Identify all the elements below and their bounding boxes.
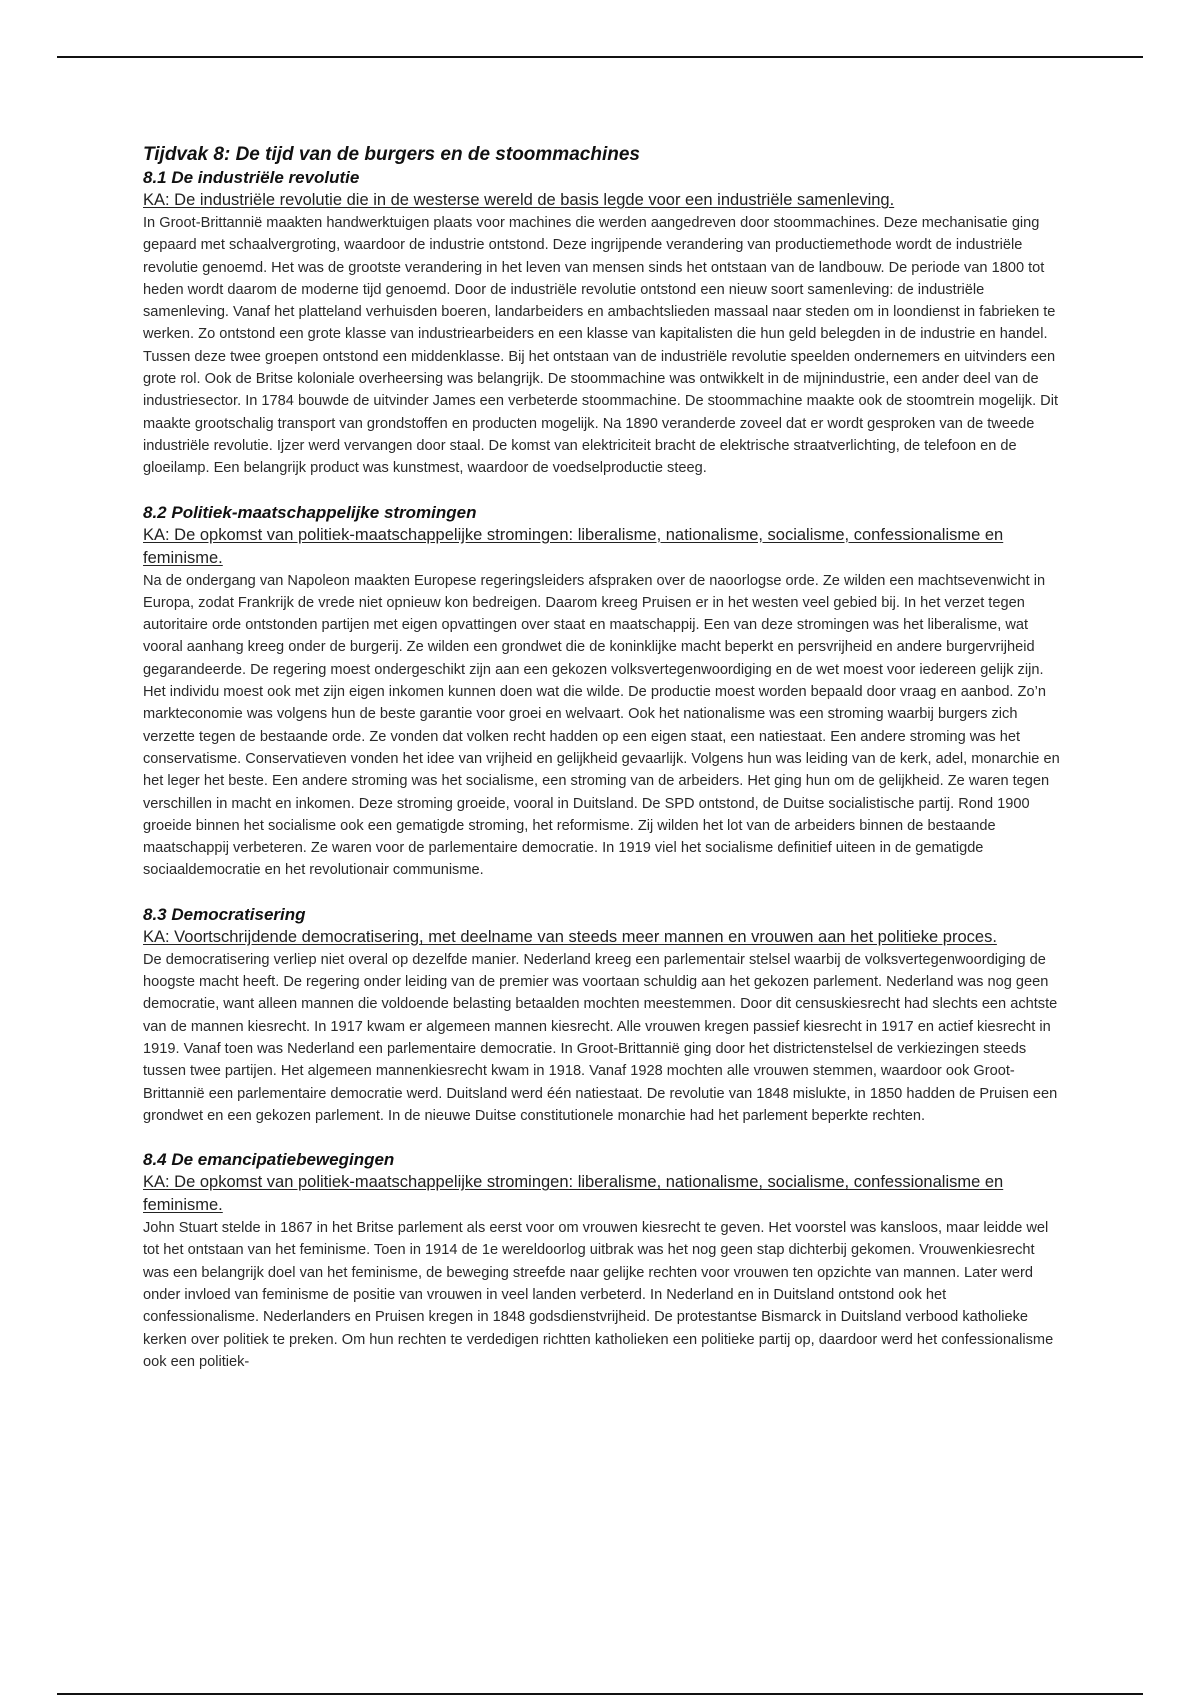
section-body: De democratisering verliep niet overal op dezelfde manier. Nederland kreeg een parlementair stelsel waarbij de volksvertegenwoordiging de hoogste macht heeft. De regering onder leiding van de premier was voortaan schuldig aan het gekozen parlement. Nederland was nog geen democratie, want alleen mannen die voldoende belasting betaalden mochten meestemmen. Door dit censuskiesrecht had slechts een achtste van de mannen kiesrecht. In 1917 kwam er algemeen mannen kiesrecht. Alle vrouwen kregen passief kiesrecht in 1917 en actief kiesrecht in 1919. Vanaf toen was Nederland een parlementaire democratie. In Groot-Brittannië ging door het districtenstelsel de verkiezingen steeds tussen twee partijen. Het algemeen mannenkiesrecht kwam in 1918. Vanaf 1928 mochten alle vrouwen stemmen, waardoor ook Groot-Brittannië een parlementaire democratie werd. Duitsland werd één natiestaat. De revolutie van 1848 mislukte, in 1850 hadden de Pruisen een grondwet en een gekozen parlement. In de nieuwe Duitse constitutionele monarchie had het parlement beperkte rechten.	[143, 951, 1058, 1124]
section-heading: 8.3 Democratisering	[143, 904, 306, 924]
key-aspect: KA: De opkomst van politiek-maatschappelijke stromingen: liberalisme, nationalisme, socialisme, confessionalisme en feminisme.	[143, 525, 1004, 567]
key-aspect: KA: De opkomst van politiek-maatschappelijke stromingen: liberalisme, nationalisme, socialisme, confessionalisme en feminisme.	[143, 1173, 1004, 1215]
section-heading: 8.4 De emancipatiebewegingen	[143, 1150, 395, 1170]
page-top-rule	[57, 56, 1143, 58]
key-aspect: KA: De industriële revolutie die in de westerse wereld de basis legde voor een industriële samenleving.	[143, 191, 895, 209]
document-body	[143, 143, 1063, 1373]
section-8-4	[143, 1149, 1063, 1373]
section-heading: 8.2 Politiek-maatschappelijke stromingen	[143, 502, 477, 522]
section-8-2	[143, 502, 1063, 882]
section-8-3	[143, 904, 1063, 1127]
page-bottom-rule	[57, 1693, 1143, 1695]
section-8-1	[143, 167, 1063, 480]
section-body: In Groot-Brittannië maakten handwerktuigen plaats voor machines die werden aangedreven door stoommachines. Deze mechanisatie ging gepaard met schaalvergroting, waardoor de industrie ontstond. Deze ingrijpende verandering van productiemethode wordt de industriële revolutie genoemd. Het was de grootste verandering in het leven van mensen sinds het ontstaan van de landbouw. De periode van 1800 tot heden wordt daarom de moderne tijd genoemd. Door de industriële revolutie ontstond een nieuw soort samenleving: de industriële samenleving. Vanaf het platteland verhuisden boeren, landarbeiders en ambachtslieden massaal naar steden om in loondienst in fabrieken te werken. Zo ontstond een grote klasse van industriearbeiders en een klasse van kapitalisten die hun geld belegden in de industrie en handel. Tussen deze twee groepen ontstond een middenklasse. Bij het ontstaan van de industriële revolutie speelden ondernemers en uitvinders een grote rol. Ook de Britse koloniale overheersing was belangrijk. De stoommachine was ontwikkelt in de mijnindustrie, een ander deel van de industriesector. In 1784 bouwde de uitvinder James een verbeterde stoommachine. De stoommachine maakte ook de stoomtrein mogelijk. Dit maakte grootschalig transport van grondstoffen en producten mogelijk. Na 1890 veranderde zoveel dat er wordt gesproken van de tweede industriële revolutie. Ijzer werd vervangen door staal. De komst van elektriciteit bracht de elektrische straatverlichting, de telefoon en de gloeilamp. Een belangrijk product was kunstmest, waardoor de voedselproductie steeg.	[143, 215, 1059, 477]
key-aspect: KA: Voortschrijdende democratisering, met deelname van steeds meer mannen en vrouwen aan het politieke proces.	[143, 927, 997, 946]
document-title: Tijdvak 8: De tijd van de burgers en de stoommachines	[143, 144, 640, 165]
section-body: Na de ondergang van Napoleon maakten Europese regeringsleiders afspraken over de naoorlogse orde. Ze wilden een machtsevenwicht in Europa, zodat Frankrijk de vrede niet opnieuw kon bedreigen. Daarom kreeg Pruisen er in het westen veel gebied bij. In het verzet tegen autoritaire orde ontstonden partijen met eigen opvattingen over staat en maatschappij. Een van deze stromingen was het liberalisme, wat vooral aanhang kreeg onder de burgerij. Ze wilden een grondwet die de koninklijke macht beperkt en persvrijheid en andere burgervrijheid gegarandeerde. De regering moest ondergeschikt zijn aan een gekozen volksvertegenwoordiging en de wet moest voor iedereen gelijk zijn. Het individu moest ook met zijn eigen inkomen kunnen doen wat die wilde. De productie moest worden bepaald door vraag en aanbod. Zo’n markteconomie was volgens hun de beste garantie voor groei en welvaart. Ook het nationalisme was een stroming waarbij burgers zich verzette tegen de bestaande orde. Ze vonden dat volken recht hadden op een eigen staat, een natiestaat. Een andere stroming was het conservatisme. Conservatieven vonden het idee van vrijheid en gelijkheid gevaarlijk. Volgens hun was leiding van de kerk, adel, monarchie en het leger het beste. Een andere stroming was het socialisme, een stroming van de arbeiders. Het ging hun om de gelijkheid. Ze waren tegen verschillen in macht en inkomen. Deze stroming groeide, vooral in Duitsland. De SPD ontstond, de Duitse socialistische partij. Rond 1900 groeide binnen het socialisme ook een gematigde stroming, het reformisme. Zij wilden het lot van de arbeiders binnen de bestaande maatschappij verbeteren. Ze waren voor de parlementaire democratie. In 1919 viel het socialisme definitief uiteen in de gematigde sociaaldemocratie en het revolutionair communisme.	[143, 572, 1060, 879]
section-heading: 8.1 De industriële revolutie	[143, 168, 360, 187]
section-body: John Stuart stelde in 1867 in het Britse parlement als eerst voor om vrouwen kiesrecht te geven. Het voorstel was kansloos, maar leidde wel tot het ontstaan van het feminisme. Toen in 1914 de 1e wereldoorlog uitbrak was het nog geen stap dichterbij gekomen. Vrouwenkiesrecht was een belangrijk doel van het feminisme, de beweging streefde naar gelijke rechten voor vrouwen ten opzichte van mannen. Later werd onder invloed van feminisme de positie van vrouwen in veel landen verbeterd. In Nederland en in Duitsland ontstond ook het confessionalisme. Nederlanders en Pruisen kregen in 1848 godsdienstvrijheid. De protestantse Bismarck in Duitsland verbood katholieke kerken over politiek te preken. Om hun rechten te verdedigen richtten katholieken een politieke partij op, daardoor werd het confessionalisme ook een politiek-	[143, 1220, 1054, 1370]
